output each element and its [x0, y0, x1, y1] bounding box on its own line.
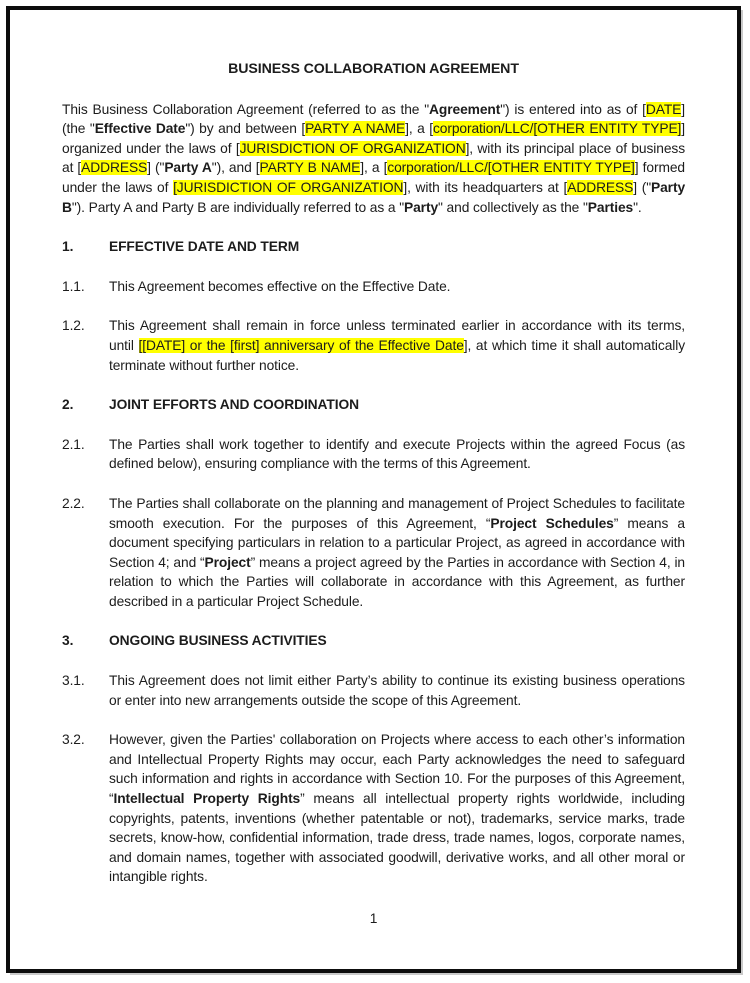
- defined-term: Effective Date: [94, 121, 186, 137]
- clause-number: 2.1.: [62, 436, 85, 452]
- defined-term: Party B: [62, 179, 686, 215]
- defined-term: Project: [204, 554, 251, 570]
- defined-term: Project Schedules: [490, 515, 614, 531]
- page-number: 1: [369, 911, 378, 926]
- clause: [62, 316, 685, 375]
- document-title: BUSINESS COLLABORATION AGREEMENT: [228, 61, 519, 77]
- clause-text: The Parties shall collaborate on the planning and management of Project Schedules to facilitate smooth execution. For the purposes of this Agreement, “Project Schedules” means a document specifying particulars in relation to a particular Project, as agreed in accordance with Section 4; and “Project” means a project agreed by the Parties in accordance with Section 4, in relation to which the Parties will collaborate in accordance with this Agreement, as further described in a particular Project Schedule.: [109, 495, 686, 609]
- sections: [62, 237, 685, 887]
- clause: [62, 277, 685, 297]
- intro-paragraph: This Business Collaboration Agreement (referred to as the "Agreement") is entered into as of [DATE] (the "Effective Date") by and between [PARTY A NAME], a [corporation/LLC/[OTHER ENTITY TYPE]] organized under the laws of [JURISDICTION OF ORGANIZATION], with its principal place of business at [ADDRESS] ("Party A"), and [PARTY B NAME], a [corporation/LLC/[OTHER ENTITY TYPE]] formed under the laws of [JURISDICTION OF ORGANIZATION], with its headquarters at [ADDRESS] ("Party B"). Party A and Party B are individually referred to as a "Party" and collectively as the "Parties".: [62, 101, 686, 215]
- placeholder-highlight: PARTY A NAME: [305, 121, 406, 137]
- defined-term: Party A: [164, 160, 212, 176]
- clause-number: 1.2.: [62, 318, 85, 334]
- clause: [62, 494, 685, 612]
- placeholder-highlight: corporation/LLC/[OTHER ENTITY TYPE]: [432, 121, 682, 137]
- placeholder-highlight: ADDRESS: [81, 160, 148, 176]
- clause-text: The Parties shall work together to identify and execute Projects within the agreed Focus (as defined below), ensuring compliance with the terms of this Agreement.: [109, 436, 685, 472]
- clause-number: 1.1.: [62, 278, 85, 294]
- clause-number: 3.1.: [62, 673, 85, 689]
- section-heading: [62, 237, 685, 257]
- clause-number: 3.2.: [62, 732, 85, 748]
- defined-term: Parties: [587, 199, 634, 215]
- placeholder-highlight: ADDRESS: [567, 179, 634, 195]
- clause-text: However, given the Parties' collaboration on Projects where access to each other’s information and Intellectual Property Rights may occur, each Party acknowledges the need to safeguard such information and rights in accordance with Section 10. For the purposes of this Agreement, “Intellectual Property Rights” means all intellectual property rights worldwide, including copyrights, patents, inventions (whether patentable or not), trademarks, service marks, trade secrets, know-how, confidential information, trade dress, trade names, logos, corporate names, and domain names, together with associated goodwill, derivative works, and all other moral or intangible rights.: [109, 732, 685, 885]
- clause: [62, 435, 685, 474]
- clause-text: This Agreement becomes effective on the Effective Date.: [109, 278, 451, 294]
- placeholder-highlight: [[DATE] or the [first] anniversary of the Effective Date: [138, 337, 464, 353]
- placeholder-highlight: [JURISDICTION OF ORGANIZATION: [173, 179, 404, 195]
- section-heading: [62, 395, 685, 415]
- clause-number: 2.2.: [62, 495, 85, 511]
- placeholder-highlight: corporation/LLC/[OTHER ENTITY TYPE]: [387, 160, 635, 176]
- clause: [62, 671, 685, 710]
- defined-term: Party: [404, 199, 439, 215]
- placeholder-highlight: JURISDICTION OF ORGANIZATION: [239, 140, 466, 156]
- clause-text: This Agreement shall remain in force unless terminated earlier in accordance with its terms, until [[DATE] or the [first] anniversary of the Effective Date], at which time it shall automatically terminate without further notice.: [109, 318, 685, 373]
- section-heading-text: ONGOING BUSINESS ACTIVITIES: [109, 633, 327, 649]
- page-border-frame: [6, 6, 741, 973]
- defined-term: Intellectual Property Rights: [113, 791, 301, 807]
- section-number: 1.: [62, 239, 74, 255]
- section-number: 3.: [62, 633, 74, 649]
- defined-term: Agreement: [429, 101, 501, 117]
- placeholder-highlight: DATE: [645, 101, 682, 117]
- clause: [62, 730, 685, 887]
- placeholder-highlight: PARTY B NAME: [259, 160, 361, 176]
- section-heading-text: EFFECTIVE DATE AND TERM: [109, 239, 300, 255]
- clause-text: This Agreement does not limit either Party’s ability to continue its existing business operations or enter into new arrangements outside the scope of this Agreement.: [109, 673, 685, 708]
- section-number: 2.: [62, 397, 74, 413]
- section-heading-text: JOINT EFFORTS AND COORDINATION: [109, 397, 359, 413]
- section-heading: [62, 631, 685, 651]
